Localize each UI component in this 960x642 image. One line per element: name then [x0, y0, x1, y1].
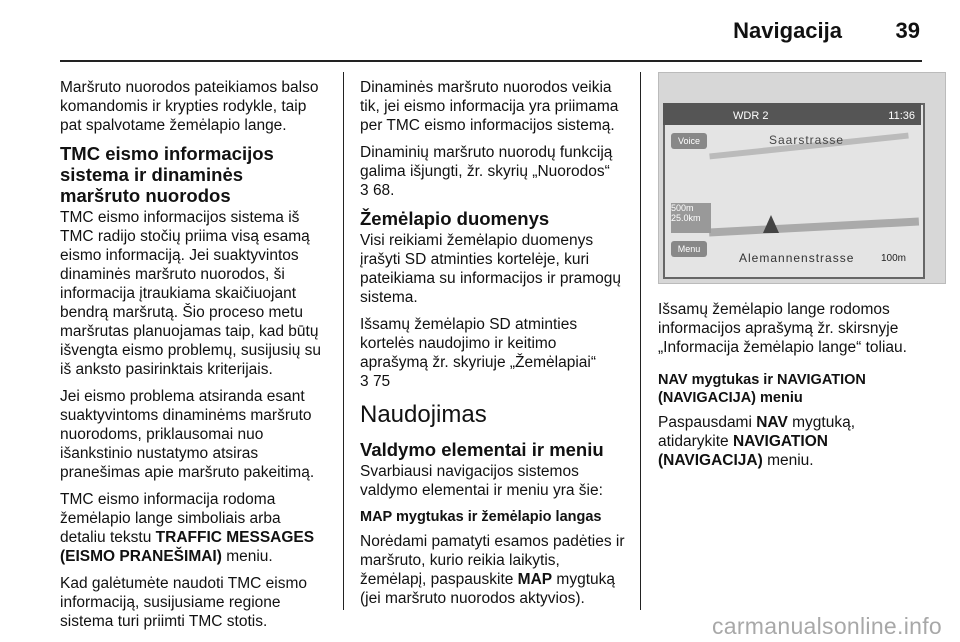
subheading-nav-button: NAV mygtukas ir NAVIGATION (NAVIGACIJA) meniu — [658, 372, 866, 406]
paragraph: TMC eismo informacija rodoma žemėlapio lange simboliais arba detaliu tekstu TRAFFIC MESSAGES (EISMO PRANEŠIMAI) meniu. — [60, 491, 315, 565]
street-label: Alemannenstrasse — [739, 251, 855, 265]
route-info-panel — [671, 203, 711, 233]
paragraph: TMC eismo informacijos sistema iš TMC radijo stočių priima visą esamą eismo informaciją. Jei suaktyvintos dinaminės maršruto nuorodos, ši informacija įtraukiama skaičiuojant bendrą maršrutą. Šio proceso metu maršrutas planuojamas taip, kad būtų išvengta eismo problemų, susijusių su iš anksto pasirinktais kriterijais. — [60, 209, 322, 378]
page-title: Navigacija — [733, 18, 842, 43]
section-heading-controls: Valdymo elementai ir meniu — [360, 439, 604, 460]
radio-station: WDR 2 — [733, 110, 769, 122]
clock: 11:36 — [888, 110, 915, 122]
paragraph: Paspausdami NAV mygtuką, atidarykite NAVIGATION (NAVIGACIJA) meniu. — [658, 414, 856, 469]
paragraph: Kad galėtumėte naudoti TMC eismo informaciją, susijusiame regione sistema turi priimti TMC stotis. — [60, 575, 307, 630]
section-heading-tmc: TMC eismo informacijos sistema ir dinaminės maršruto nuorodos — [60, 143, 274, 206]
page-number: 39 — [895, 18, 920, 43]
paragraph: Išsamų žemėlapio lange rodomos informacijos aprašymą žr. skirsnyje „Informacija žemėlapio lange“ toliau. — [658, 301, 907, 356]
section-heading-map-data: Žemėlapio duomenys — [360, 208, 550, 229]
column-divider-2 — [640, 72, 641, 610]
total-distance: 25.0km — [671, 213, 701, 223]
paragraph: Dinaminių maršruto nuorodų funkciją galima išjungti, žr. skyrių „Nuorodos“ 3 68. — [360, 144, 613, 199]
page-header — [0, 18, 960, 46]
map-scale: 100m — [881, 253, 907, 264]
page-reference[interactable]: 75 — [372, 373, 391, 390]
subheading-map-button: MAP mygtukas ir žemėlapio langas — [360, 509, 602, 525]
map-screen-image — [658, 72, 946, 284]
paragraph: Dinaminės maršruto nuorodos veikia tik, jei eismo informacija yra priimama per TMC eismo informacijos sistemą. — [360, 79, 619, 134]
next-turn-distance: 500m — [671, 203, 694, 213]
column-3 — [658, 78, 926, 478]
paragraph: Visi reikiami žemėlapio duomenys įrašyti SD atminties kortelėje, kuri pateikiama su informacijos ir pramogų sistema. — [360, 232, 622, 306]
page-reference[interactable]: 68. — [372, 182, 395, 199]
paragraph: Jei eismo problema atsiranda esant suaktyvintoms dinaminėms maršruto nuorodoms, priklausomai nuo išankstinio nustatymo atsiras pranešimas apie maršruto pakeitimą. — [60, 388, 315, 481]
paragraph: Norėdami pamatyti esamos padėties ir maršruto, kurio reikia laikytis, žemėlapį, paspauskite MAP mygtuką (jei maršruto nuorodos aktyvios). — [360, 533, 625, 607]
position-arrow-icon — [763, 215, 779, 233]
chapter-heading: Naudojimas — [360, 401, 487, 428]
menu-button: Menu — [671, 241, 707, 257]
column-1 — [60, 78, 328, 639]
column-divider-1 — [343, 72, 344, 610]
paragraph: Maršruto nuorodos pateikiamos balso komandomis ir krypties rodykle, taip pat spalvotame žemėlapio lange. — [60, 79, 319, 134]
paragraph: Svarbiausi navigacijos sistemos valdymo elementai ir meniu yra šie: — [360, 463, 603, 499]
voice-button: Voice — [671, 133, 707, 149]
ref-arrow-icon: 3 — [360, 373, 369, 390]
paragraph: Išsamų žemėlapio SD atminties kortelės naudojimo ir keitimo aprašymą žr. skyriuje „Žemėlapiai“ 3 75 — [360, 316, 597, 390]
header-divider — [60, 60, 922, 62]
column-2 — [360, 78, 628, 616]
street-label: Saarstrasse — [769, 133, 845, 147]
watermark: carmanualsonline.info — [711, 613, 942, 639]
status-bar — [663, 103, 921, 125]
ref-arrow-icon: 3 — [360, 182, 369, 199]
